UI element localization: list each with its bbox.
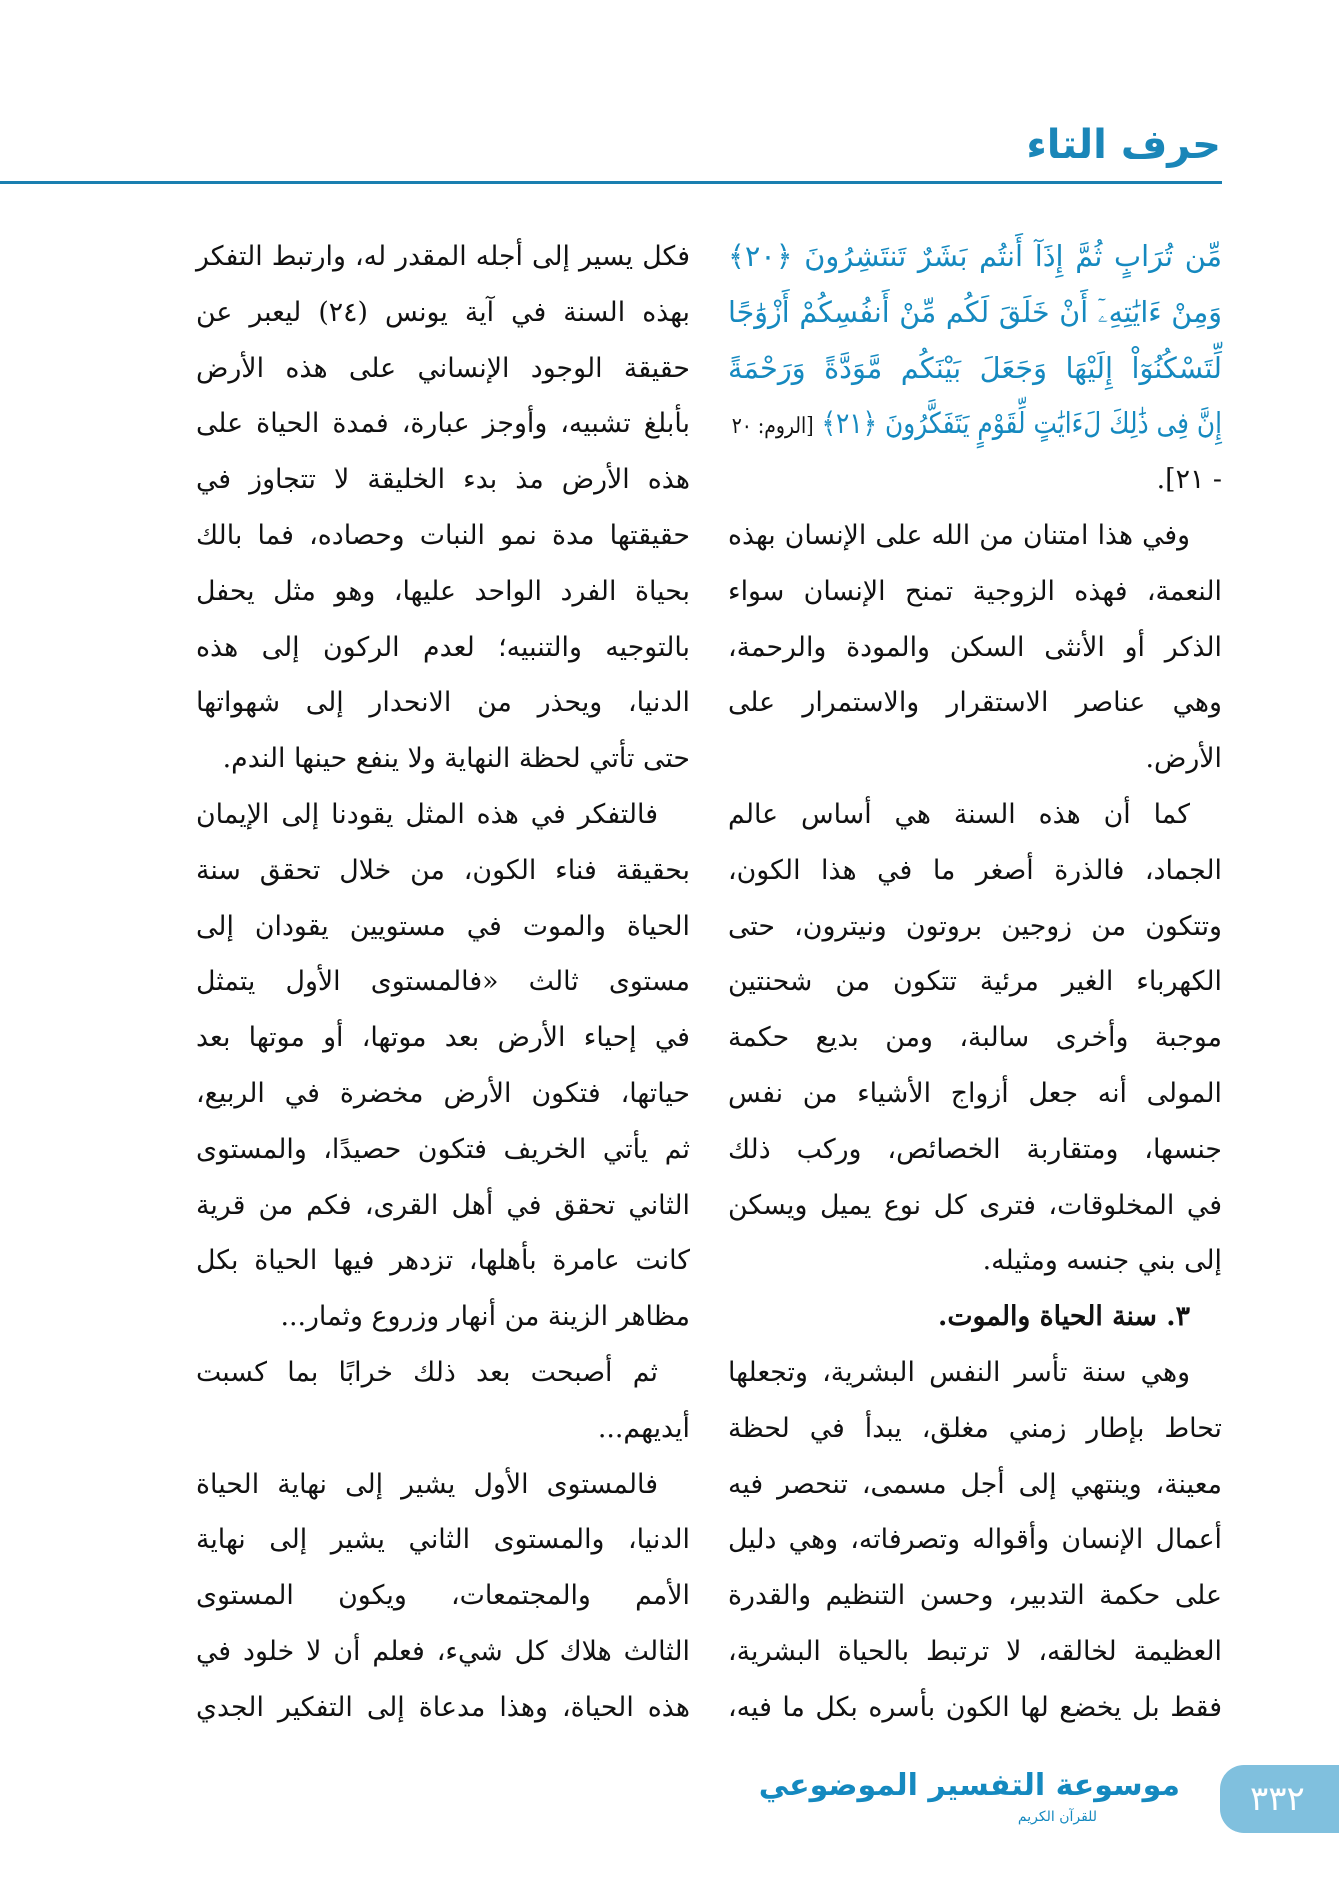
line-content: [728, 1401, 1222, 1457]
text-line: [728, 899, 1222, 955]
line-text: موجبة وأخرى سالبة، ومن بديع حكمة: [727, 1022, 1222, 1054]
line-text: في المخلوقات، فترى كل نوع يميل ويسكن: [727, 1189, 1222, 1221]
text-line: [196, 1568, 690, 1624]
text-line: [196, 1233, 690, 1289]
line-content: [196, 1512, 690, 1568]
logo-title: موسوعة التفسير الموضوعي: [758, 1768, 1180, 1803]
verse-reference: [الروم: ٢٠: [731, 414, 814, 440]
text-line: [196, 229, 690, 285]
line-text: فقط بل يخضع لها الكون بأسره بكل ما فيه،: [727, 1691, 1222, 1723]
line-content: [728, 1680, 1222, 1736]
line-content: [196, 564, 690, 620]
line-text: جنسها، ومتقاربة الخصائص، وركب ذلك: [727, 1133, 1222, 1165]
text-line: [196, 452, 690, 508]
text-line: [728, 1178, 1222, 1234]
text-line: [728, 1568, 1222, 1624]
line-content: [196, 787, 658, 843]
line-content: [728, 229, 1222, 285]
text-line: [728, 1066, 1222, 1122]
line-content: [728, 452, 1222, 508]
line-content: [196, 341, 690, 397]
line-text: ٣. سنة الحياة والموت.: [937, 1301, 1190, 1333]
line-text: وتتكون من زوجين بروتون ونيترون، حتى: [727, 910, 1222, 942]
line-text: مظاهر الزينة من أنهار وزروع وثمار...: [280, 1301, 690, 1333]
line-content: [728, 1345, 1190, 1401]
text-line: [196, 1457, 690, 1513]
line-text: على حكمة التدبير، وحسن التنظيم والقدرة: [727, 1580, 1222, 1612]
line-content: [728, 1233, 1222, 1289]
page-number: ٣٣٢: [1220, 1765, 1339, 1833]
line-content: [196, 285, 690, 341]
line-text: وفي هذا امتنان من الله على الإنسان بهذه: [727, 519, 1190, 551]
line-text: النعمة، فهذه الزوجية تمنح الإنسان سواء: [727, 575, 1222, 607]
line-content: [196, 1010, 690, 1066]
text-line: [196, 285, 690, 341]
line-content: [728, 843, 1222, 899]
line-content: [728, 396, 1222, 455]
text-line: [728, 954, 1222, 1010]
text-line: [196, 731, 690, 787]
text-line: [728, 620, 1222, 676]
line-content: [196, 1568, 690, 1624]
text-line: [728, 787, 1222, 843]
line-content: [196, 899, 690, 955]
header-divider: [0, 181, 1222, 184]
encyclopedia-logo: [758, 1765, 1180, 1835]
line-content: [196, 1066, 690, 1122]
line-content: [728, 564, 1222, 620]
line-content: [728, 731, 1222, 787]
line-content: [196, 1457, 658, 1513]
line-content: [728, 285, 1222, 341]
line-content: [196, 396, 690, 452]
line-text: - ٢١].: [1156, 464, 1222, 496]
text-line: [728, 1345, 1222, 1401]
line-content: [196, 452, 690, 508]
line-content: [728, 341, 1222, 397]
line-text: بهذه السنة في آية يونس (٢٤) ليعبر عن: [195, 296, 690, 328]
text-line: [196, 843, 690, 899]
line-text: مستوى ثالث «فالمستوى الأول يتمثل: [195, 966, 690, 998]
chapter-title: حرف التاء: [1026, 122, 1221, 168]
text-line: [196, 341, 690, 397]
quran-verse-line: [728, 229, 1222, 285]
line-content: [196, 1680, 690, 1736]
line-text: وَمِنْ ءَايَٰتِهِۦٓ أَنْ خَلَقَ لَكُم مِّنْ أَنفُسِكُمْ أَزْوَٰجًا: [728, 294, 1222, 329]
text-line: [728, 1457, 1222, 1513]
line-text: هذه الأرض مذ بدء الخليقة لا تتجاوز في: [195, 464, 690, 496]
text-line: [728, 1401, 1222, 1457]
text-line: [196, 1122, 690, 1178]
line-content: [728, 675, 1222, 731]
text-line: [728, 452, 1222, 508]
line-text: الدنيا، والمستوى الثاني يشير إلى نهاية: [195, 1524, 690, 1556]
text-line: [196, 396, 690, 452]
line-content: [728, 1512, 1222, 1568]
text-line: [196, 1010, 690, 1066]
text-line: [196, 787, 690, 843]
line-content: [196, 1345, 658, 1401]
line-text: العظيمة لخالقه، لا ترتبط بالحياة البشرية،: [727, 1635, 1222, 1667]
line-content: [728, 1010, 1222, 1066]
line-content: [728, 787, 1190, 843]
line-text: فالمستوى الأول يشير إلى نهاية الحياة: [196, 1468, 658, 1500]
quran-verse-line: [728, 285, 1222, 341]
logo-subtitle: للقرآن الكريم: [1017, 1809, 1098, 1825]
line-text: إلى بني جنسه ومثيله.: [982, 1245, 1222, 1277]
text-line: [196, 1512, 690, 1568]
line-content: [728, 899, 1222, 955]
text-line: [728, 508, 1222, 564]
line-content: [728, 1122, 1222, 1178]
text-line: [196, 1680, 690, 1736]
line-text: كانت عامرة بأهلها، تزدهر فيها الحياة بكل: [195, 1245, 690, 1277]
line-content: [728, 1457, 1222, 1513]
line-text: ثم يأتي الخريف فتكون حصيدًا، والمستوى: [195, 1133, 690, 1165]
line-content: [196, 1178, 690, 1234]
line-text: الذكر أو الأنثى السكن والمودة والرحمة،: [727, 631, 1222, 663]
section-heading: [728, 1289, 1222, 1345]
line-text: المولى أنه جعل أزواج الأشياء من نفس: [727, 1077, 1222, 1109]
text-line: [728, 1010, 1222, 1066]
text-line: [196, 954, 690, 1010]
line-text: هذه الحياة، وهذا مدعاة إلى التفكير الجدي: [195, 1691, 690, 1723]
text-line: [196, 1345, 690, 1401]
line-text: حقيقة الوجود الإنساني على هذه الأرض: [195, 352, 690, 384]
line-text: الدنيا، ويحذر من الانحدار إلى شهواتها: [195, 687, 690, 719]
line-text: وهي عناصر الاستقرار والاستمرار على: [727, 687, 1222, 719]
right-text-column: [728, 229, 1222, 1736]
text-line: [196, 1624, 690, 1680]
line-text: الجماد، فالذرة أصغر ما في هذا الكون،: [727, 854, 1222, 886]
line-text: لِّتَسْكُنُوٓاْ إِلَيْهَا وَجَعَلَ بَيْنَكُم مَّوَدَّةً وَرَحْمَةً: [727, 350, 1222, 385]
line-text: بالتوجيه والتنبيه؛ لعدم الركون إلى هذه: [195, 631, 690, 663]
line-content: [196, 508, 690, 564]
line-text: حتى تأتي لحظة النهاية ولا ينفع حينها الندم.: [222, 743, 690, 775]
line-content: [196, 731, 690, 787]
text-line: [728, 1512, 1222, 1568]
text-line: [728, 675, 1222, 731]
text-line: [196, 1289, 690, 1345]
text-line: [728, 564, 1222, 620]
line-text: الأرض.: [1145, 743, 1222, 775]
text-line: [196, 1401, 690, 1457]
line-text: معينة، وينتهي إلى أجل مسمى، تنحصر فيه: [727, 1468, 1222, 1500]
line-content: [196, 675, 690, 731]
line-content: [196, 1401, 690, 1457]
line-content: [728, 620, 1222, 676]
line-text: ثم أصبحت بعد ذلك خرابًا بما كسبت: [196, 1356, 658, 1388]
text-line: [728, 1624, 1222, 1680]
line-text: إِنَّ فِى ذَٰلِكَ لَءَايَٰتٍ لِّقَوْمٍ يَتَفَكَّرُونَ ﴿٢١﴾: [821, 406, 1222, 441]
line-content: [196, 620, 690, 676]
text-line: [196, 508, 690, 564]
line-text: الأمم والمجتمعات، ويكون المستوى: [195, 1580, 690, 1612]
line-content: [196, 843, 690, 899]
text-line: [196, 620, 690, 676]
line-content: [728, 954, 1222, 1010]
line-text: فالتفكر في هذه المثل يقودنا إلى الإيمان: [196, 798, 658, 830]
line-text: الكهرباء الغير مرئية تتكون من شحنتين: [727, 966, 1222, 998]
line-content: [728, 1178, 1222, 1234]
text-line: [196, 1178, 690, 1234]
line-text: الحياة والموت في مستويين يقودان إلى: [195, 910, 690, 942]
text-line: [728, 1122, 1222, 1178]
text-line: [728, 1233, 1222, 1289]
line-text: وهي سنة تأسر النفس البشرية، وتجعلها: [728, 1356, 1190, 1388]
text-line: [196, 564, 690, 620]
line-text: حقيقتها مدة نمو النبات وحصاده، فما بالك: [195, 519, 690, 551]
line-text: كما أن هذه السنة هي أساس عالم: [728, 798, 1190, 830]
line-content: [196, 1233, 690, 1289]
quran-verse-line: [728, 396, 1222, 452]
line-text: بحقيقة فناء الكون، من خلال تحقق سنة: [195, 854, 690, 886]
line-content: [728, 508, 1190, 564]
line-text: فكل يسير إلى أجله المقدر له، وارتبط التفكر: [195, 241, 690, 272]
line-content: [196, 1624, 690, 1680]
text-line: [196, 899, 690, 955]
line-text: بحياة الفرد الواحد عليها، وهو مثل يحفل: [195, 575, 690, 607]
line-content: [728, 1624, 1222, 1680]
text-line: [728, 1680, 1222, 1736]
line-content: [728, 1066, 1222, 1122]
text-line: [728, 843, 1222, 899]
line-content: [728, 1568, 1222, 1624]
line-content: [196, 1122, 690, 1178]
text-line: [196, 1066, 690, 1122]
quran-verse-line: [728, 341, 1222, 397]
line-text: في إحياء الأرض بعد موتها، أو موتها بعد: [195, 1022, 690, 1054]
text-line: [728, 731, 1222, 787]
line-content: [196, 954, 690, 1010]
line-content: [196, 229, 690, 285]
line-text: أعمال الإنسان وأقواله وتصرفاته، وهي دليل: [727, 1524, 1222, 1556]
line-text: بأبلغ تشبيه، وأوجز عبارة، فمدة الحياة على: [195, 408, 690, 440]
line-text: أيديهم...: [597, 1412, 690, 1444]
line-content: [196, 1289, 690, 1345]
text-line: [196, 675, 690, 731]
line-text: الثالث هلاك كل شيء، فعلم أن لا خلود في: [195, 1635, 690, 1667]
line-content: [728, 1289, 1190, 1345]
line-text: الثاني تحقق في أهل القرى، فكم من قرية: [195, 1189, 690, 1221]
line-text: مِّن تُرَابٍ ثُمَّ إِذَآ أَنتُم بَشَرٌ تَنتَشِرُونَ ﴿٢٠﴾: [727, 239, 1223, 273]
line-text: حياتها، فتكون الأرض مخضرة في الربيع،: [195, 1077, 690, 1109]
left-text-column: [196, 229, 690, 1736]
line-text: تحاط بإطار زمني مغلق، يبدأ في لحظة: [727, 1412, 1222, 1444]
